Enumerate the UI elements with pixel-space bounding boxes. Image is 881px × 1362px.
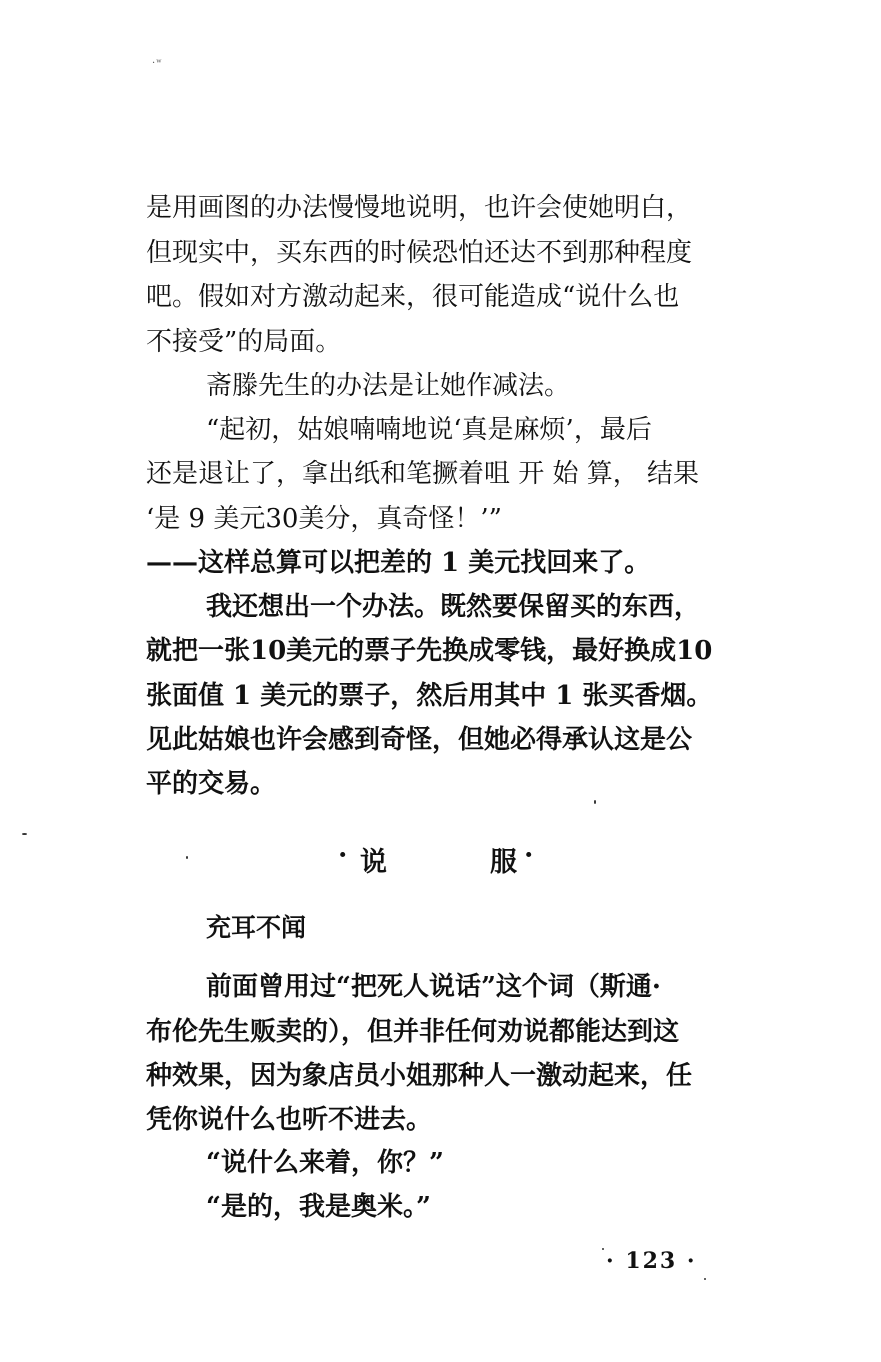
text-line: 不接受”的局面。 [146, 327, 342, 357]
text-line: 前面曾用过“把死人说话”这个词（斯通· [206, 972, 661, 1002]
paragraph-3: ——这样总算可以把差的 1 美元找回来了。 [146, 548, 651, 578]
scan-speck [594, 800, 596, 804]
text-line: 平的交易。 [146, 769, 277, 799]
text-line: 种效果，因为象店员小姐那种人一激动起来，任 [146, 1061, 693, 1091]
heading-dot-left: · [338, 840, 348, 871]
heading-dot-right: · [524, 840, 534, 871]
text-line: 就把一张10美元的票子先换成零钱，最好换成10 [146, 636, 713, 666]
dialogue-line: “说什么来着，你？” [206, 1148, 444, 1178]
dialogue-line: “是的，我是奥米。” [206, 1192, 431, 1222]
text-line: 我还想出一个办法。既然要保留买的东西， [206, 592, 701, 622]
text-line: 见此姑娘也许会感到奇怪，但她必得承认这是公 [146, 725, 693, 755]
scan-speck [186, 856, 188, 859]
subheading: 充耳不闻 [206, 913, 307, 942]
text-line: 吧。假如对方激动起来，很可能造成“说什么也 [146, 282, 680, 312]
text-line: 布伦先生贩卖的），但并非任何劝说都能达到这 [146, 1017, 680, 1047]
heading-char-2: 服 [490, 847, 517, 878]
corner-mark: ·ʷ [152, 58, 164, 69]
text-line: ‘是 9 美元30美分，真奇怪！’” [146, 504, 502, 534]
scan-speck [22, 833, 27, 835]
text-line: 张面值 1 美元的票子，然后用其中 1 张买香烟。 [146, 681, 713, 711]
text-line: “起初，姑娘喃喃地说‘真是麻烦’，最后 [206, 415, 652, 445]
text-line: 还是退让了，拿出纸和笔撅着咀 开 始 算， 结果 [146, 459, 700, 489]
paragraph-2: 斋滕先生的办法是让她作减法。 [206, 371, 571, 401]
scan-speck [704, 1278, 706, 1280]
scan-speck [602, 1248, 604, 1250]
section-heading [0, 840, 881, 880]
text-line: 是用画图的办法慢慢地说明，也许会使她明白， [146, 193, 693, 223]
page-number: · 123 · [606, 1248, 697, 1274]
heading-char-1: 说 [360, 847, 387, 878]
text-line: 凭你说什么也听不进去。 [146, 1105, 433, 1135]
text-line: 但现实中，买东西的时候恐怕还达不到那种程度 [146, 238, 693, 268]
